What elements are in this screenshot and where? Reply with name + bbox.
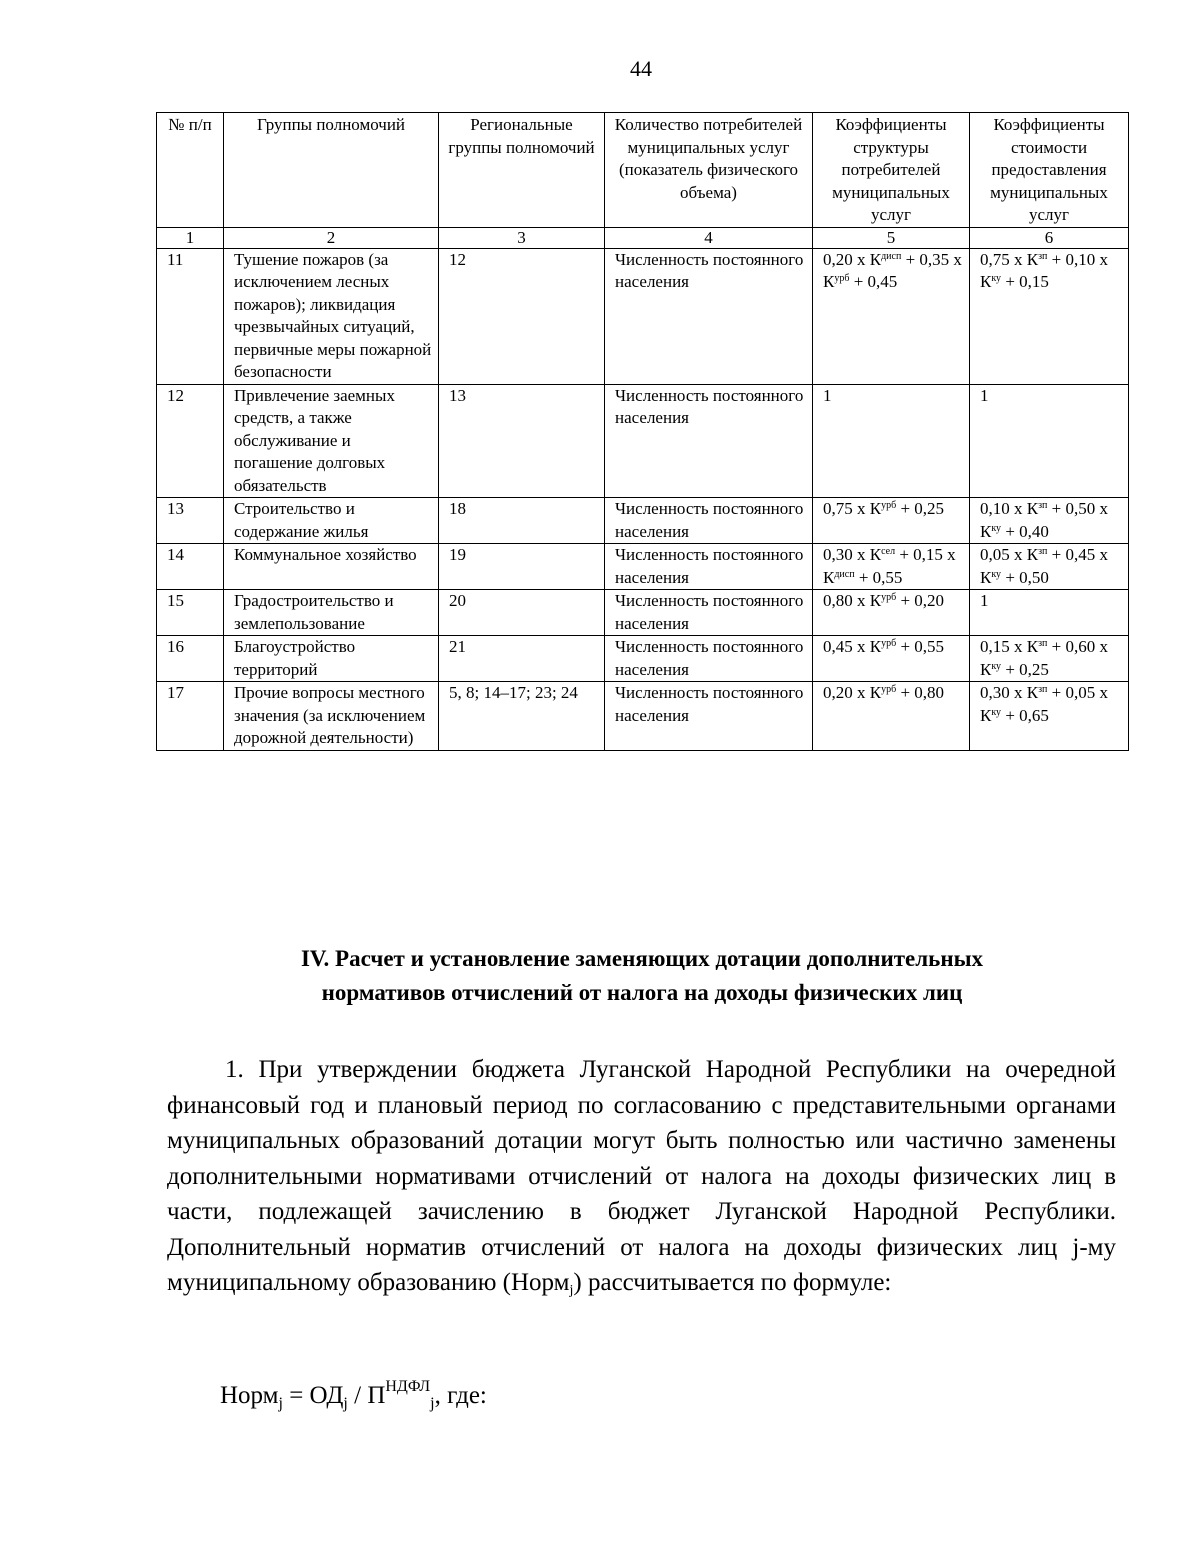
superscript: зп [1038,250,1048,262]
section-title-line: IV. Расчет и установление заменяющих дотации дополнительных [300,946,984,971]
row-cost-coefficient [970,636,1129,682]
superscript: зп [1038,546,1048,557]
superscript: урб [881,638,897,649]
text-run: + 0,50 x К [980,499,1108,541]
row-group: Привлечение заемных средств, а также обслуживание и погашение долговых обязательств [224,384,439,498]
header-groups: Группы полномочий [224,113,439,228]
column-number: 5 [813,227,970,248]
row-number: 13 [157,498,224,544]
subscript: j [430,1395,435,1412]
superscript: зп [1038,638,1048,649]
subscript: j [569,1283,574,1298]
text-run: + 0,50 [1001,567,1049,587]
superscript: ку [991,660,1002,672]
row-number: 15 [157,590,224,636]
text-run: 0,80 x К [823,591,882,610]
row-structure-coefficient [813,498,970,544]
text-run: 0,45 x К [823,637,882,656]
superscript: НДФЛ [385,1378,431,1395]
row-regional-groups: 19 [439,544,605,590]
text-run: + 0,05 x К [980,683,1108,725]
text-run: 0,15 x К [980,637,1039,656]
row-number: 11 [157,248,224,384]
row-regional-groups: 20 [439,590,605,636]
superscript: ку [991,522,1002,534]
row-group: Коммунальное хозяйство [224,544,439,590]
row-number: 17 [157,682,224,751]
row-regional-groups: 21 [439,636,605,682]
text-run: 0,10 x К [980,499,1039,518]
section-title-line: нормативов отчислений от налога на доходы физических лиц [321,980,963,1005]
row-cost-coefficient [970,248,1129,384]
superscript: дисп [834,568,855,580]
text-run: 0,20 x К [823,249,882,269]
row-regional-groups: 12 [439,248,605,384]
text-run: + 0,40 [1001,521,1049,541]
row-quantity: Численность постоянного населения [605,636,813,682]
text-run: + 0,55 [896,637,945,656]
superscript: урб [834,273,850,284]
text-run: 0,05 x К [980,545,1039,564]
row-group: Тушение пожаров (за исключением лесных пожаров); ликвидация чрезвычайных ситуаций, первичные меры пожарной безопасности [224,248,439,384]
row-quantity: Численность постоянного населения [605,498,813,544]
column-number: 1 [157,227,224,248]
row-group: Строительство и содержание жилья [224,498,439,544]
text-run: 0,30 x К [980,683,1039,702]
text-run: Норм [220,1382,279,1409]
row-regional-groups: 13 [439,384,605,498]
superscript: урб [881,500,897,511]
text-run: 0,30 x К [823,545,882,564]
superscript: ку [991,706,1002,718]
row-quantity: Численность постоянного населения [605,682,813,751]
superscript: ку [991,568,1002,580]
text-run: + 0,10 x К [980,249,1108,291]
row-cost-coefficient [970,682,1129,751]
row-cost-coefficient [970,384,1129,498]
text-run: 0,20 x К [823,683,882,702]
header-number: № п/п [157,113,224,228]
text-run: + 0,25 [1001,659,1049,679]
text-run: 1 [823,385,832,405]
text-run: + 0,15 x К [823,545,956,587]
subscript: j [278,1395,283,1412]
text-run: + 0,65 [1001,705,1049,725]
text-run: / П [347,1382,386,1409]
text-run: = ОД [282,1382,344,1409]
header-structure-coefficients: Коэффициенты структуры потребителей муниципальных услуг [813,113,970,228]
column-number: 4 [605,227,813,248]
text-run: + 0,25 [896,499,945,518]
row-structure-coefficient [813,590,970,636]
table-row [157,384,1129,498]
column-number: 2 [224,227,439,248]
superscript: зп [1038,500,1048,511]
text-run: + 0,45 [849,272,898,291]
text-run: 1 [980,591,989,610]
column-number: 3 [439,227,605,248]
table-header-row [157,113,1129,228]
superscript: зп [1038,684,1048,695]
body-paragraph [167,1052,1116,1301]
text-run: ) рассчитывается по формуле: [573,1269,892,1296]
row-group: Градостроительство и землепользование [224,590,439,636]
text-run: + 0,55 [854,567,903,587]
text-run: + 0,60 x К [980,637,1108,679]
row-cost-coefficient [970,544,1129,590]
row-number: 16 [157,636,224,682]
row-structure-coefficient [813,636,970,682]
text-run: 1. При утверждении бюджета Луганской Народной Республики на очередной финансовый год и плановый период по согласованию с представительными органами муниципальных образований дотации могут быть полностью или частично заменены дополнительными нормативами отчислений от налога на доходы физических лиц в части, подлежащей зачислению в бюджет Луганской Народной Республики. Дополнительный норматив отчислений от налога на доходы физических лиц j-му муниципальному образованию (Норм [167,1056,1116,1296]
row-group: Прочие вопросы местного значения (за исключением дорожной деятельности) [224,682,439,751]
text-run: + 0,20 [896,591,945,610]
superscript: урб [881,592,897,603]
column-number: 6 [970,227,1129,248]
text-run: + 0,80 [896,683,945,702]
table-row [157,636,1129,682]
row-group: Благоустройство территорий [224,636,439,682]
row-regional-groups: 5, 8; 14–17; 23; 24 [439,682,605,751]
header-cost-coefficients: Коэффициенты стоимости предоставления муниципальных услуг [970,113,1129,228]
row-structure-coefficient [813,682,970,751]
header-consumers-quantity: Количество потребителей муниципальных услуг (показатель физического объема) [605,113,813,228]
row-quantity: Численность постоянного населения [605,544,813,590]
row-structure-coefficient [813,384,970,498]
row-structure-coefficient [813,544,970,590]
page-number: 44 [630,56,652,81]
text-run: 0,75 x К [823,499,882,518]
superscript: сел [881,546,896,557]
section-title [156,942,1128,1010]
row-quantity: Численность постоянного населения [605,590,813,636]
formula [220,1378,487,1414]
text-run: + 0,15 [1001,272,1049,291]
table-row [157,498,1129,544]
row-quantity: Численность постоянного населения [605,248,813,384]
text-run: 1 [980,385,989,405]
row-number: 14 [157,544,224,590]
text-run: , где: [434,1382,487,1409]
subscript: j [343,1395,348,1412]
superscript: урб [881,684,897,695]
superscript: ку [991,273,1002,284]
row-number: 12 [157,384,224,498]
table-row [157,248,1129,384]
table-row [157,544,1129,590]
text-run: + 0,35 x К [823,249,962,291]
row-regional-groups: 18 [439,498,605,544]
coefficients-table [156,112,1129,751]
row-quantity: Численность постоянного населения [605,384,813,498]
row-cost-coefficient [970,590,1129,636]
row-cost-coefficient [970,498,1129,544]
row-structure-coefficient [813,248,970,384]
header-regional-groups: Региональные группы полномочий [439,113,605,228]
superscript: дисп [881,250,902,262]
text-run: + 0,45 x К [980,545,1108,587]
column-numbers-row [157,227,1129,248]
text-run: 0,75 x К [980,249,1039,269]
table-row [157,590,1129,636]
table-row [157,682,1129,751]
